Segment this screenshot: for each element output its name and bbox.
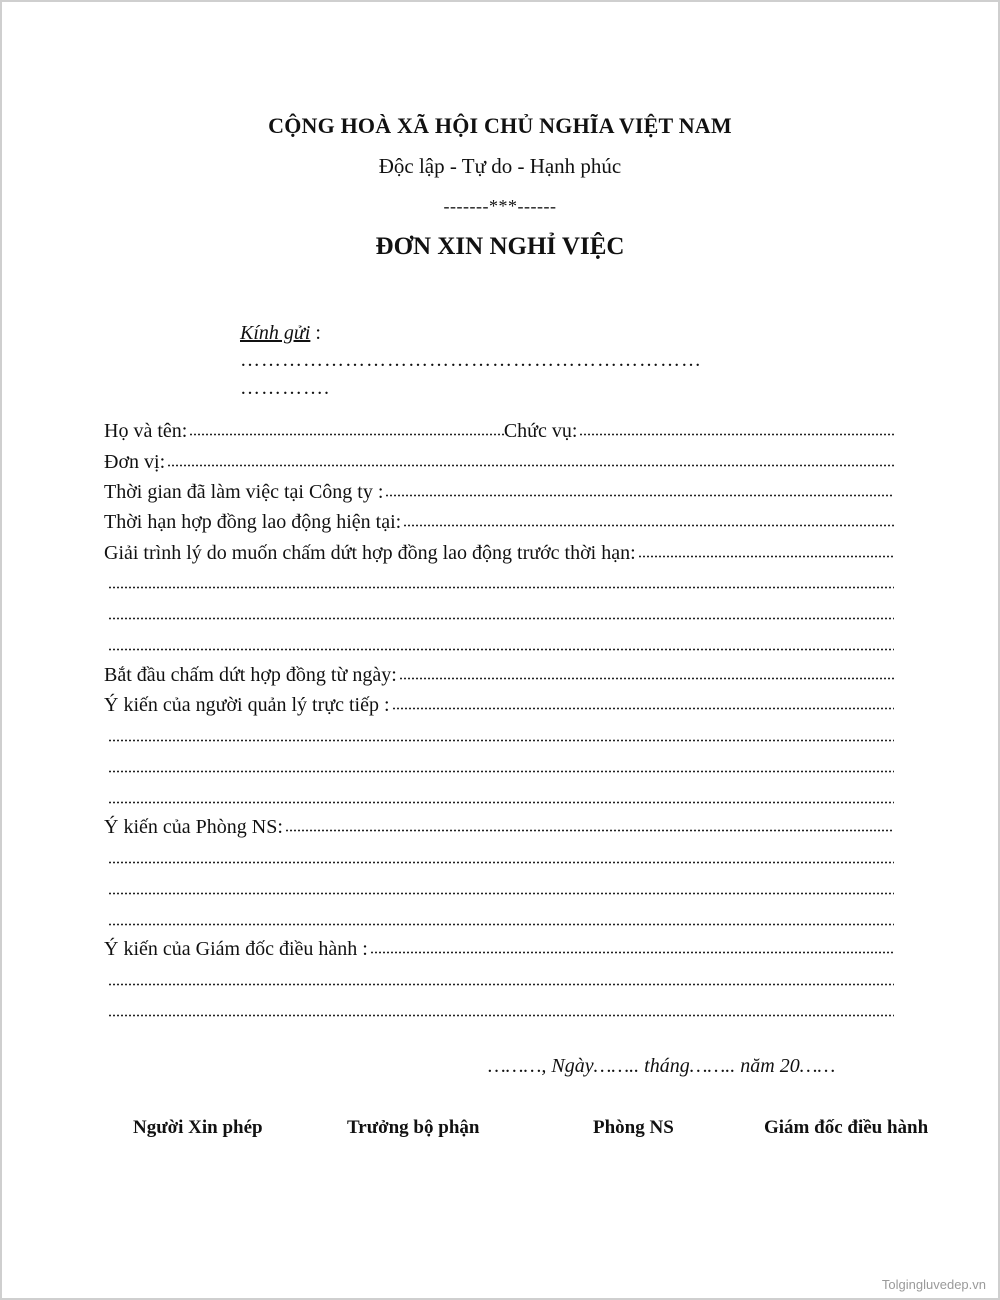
position-fill[interactable] xyxy=(579,433,894,436)
signature-department-head: Trưởng bộ phận xyxy=(347,1117,480,1138)
national-motto: Độc lập - Tự do - Hạnh phúc xyxy=(378,154,622,178)
director-opinion-label: Ý kiến của Giám đốc điều hành : xyxy=(104,938,368,960)
hr-opinion-label: Ý kiến của Phòng NS: xyxy=(104,816,283,838)
unit-label: Đơn vị: xyxy=(104,451,166,473)
name-label: Họ và tên: xyxy=(104,420,188,442)
reason-line-3[interactable] xyxy=(108,617,894,620)
hr-opinion-row xyxy=(104,816,894,844)
watermark: Tolgingluvedep.vn xyxy=(881,1277,986,1292)
reason-label: Giải trình lý do muốn chấm dứt hợp đồng lao động trước thời hạn: xyxy=(104,542,636,564)
contract-term-fill[interactable] xyxy=(403,524,894,527)
nation-heading: CỘNG HOÀ XÃ HỘI CHỦ NGHĨA VIỆT NAM xyxy=(268,113,732,138)
recipient-line xyxy=(240,320,321,346)
manager-opinion-line-4[interactable] xyxy=(108,801,894,804)
header-divider: -------***------ xyxy=(443,196,557,216)
date-line: ………, Ngày…….. tháng…….. năm 20…… xyxy=(488,1055,836,1077)
manager-opinion-label: Ý kiến của người quản lý trực tiếp : xyxy=(104,694,390,716)
recipient-label: Kính gửi xyxy=(240,322,311,344)
director-opinion-line-3[interactable] xyxy=(108,1014,894,1017)
director-opinion-fill[interactable] xyxy=(370,951,894,954)
contract-term-label: Thời hạn hợp đồng lao động hiện tại: xyxy=(104,511,402,533)
hr-opinion-line-3[interactable] xyxy=(108,892,894,895)
contract-term-row xyxy=(104,511,894,539)
position-label: Chức vụ: xyxy=(503,420,578,442)
recipient-fill-line-2: …………. xyxy=(240,377,330,399)
reason-line-2[interactable] xyxy=(108,586,894,589)
document-title: ĐƠN XIN NGHỈ VIỆC xyxy=(375,233,625,260)
signature-applicant: Người Xin phép xyxy=(133,1117,263,1138)
hr-opinion-fill[interactable] xyxy=(285,829,894,832)
name-fill[interactable] xyxy=(189,433,504,436)
reason-row xyxy=(104,542,894,570)
manager-opinion-row xyxy=(104,694,894,722)
unit-row xyxy=(104,451,894,479)
reason-line-4[interactable] xyxy=(108,648,894,651)
hr-opinion-line-2[interactable] xyxy=(108,861,894,864)
unit-fill[interactable] xyxy=(167,464,894,467)
name-position-row xyxy=(104,420,894,448)
end-date-row xyxy=(104,664,894,692)
reason-fill[interactable] xyxy=(638,555,894,558)
manager-opinion-line-3[interactable] xyxy=(108,770,894,773)
signature-hr: Phòng NS xyxy=(593,1117,674,1138)
signature-director: Giám đốc điều hành xyxy=(764,1117,929,1138)
work-time-fill[interactable] xyxy=(385,494,894,497)
end-date-fill[interactable] xyxy=(399,677,894,680)
recipient-fill-line-1: ………………………………………………………… xyxy=(240,349,702,371)
end-date-label: Bắt đầu chấm dứt hợp đồng từ ngày: xyxy=(104,664,397,686)
director-opinion-row xyxy=(104,938,894,966)
recipient-colon: : xyxy=(310,322,321,344)
work-time-label: Thời gian đã làm việc tại Công ty : xyxy=(104,481,384,503)
manager-opinion-line-2[interactable] xyxy=(108,739,894,742)
hr-opinion-line-4[interactable] xyxy=(108,923,894,926)
director-opinion-line-2[interactable] xyxy=(108,983,894,986)
manager-opinion-fill[interactable] xyxy=(392,707,894,710)
work-time-row xyxy=(104,481,894,509)
